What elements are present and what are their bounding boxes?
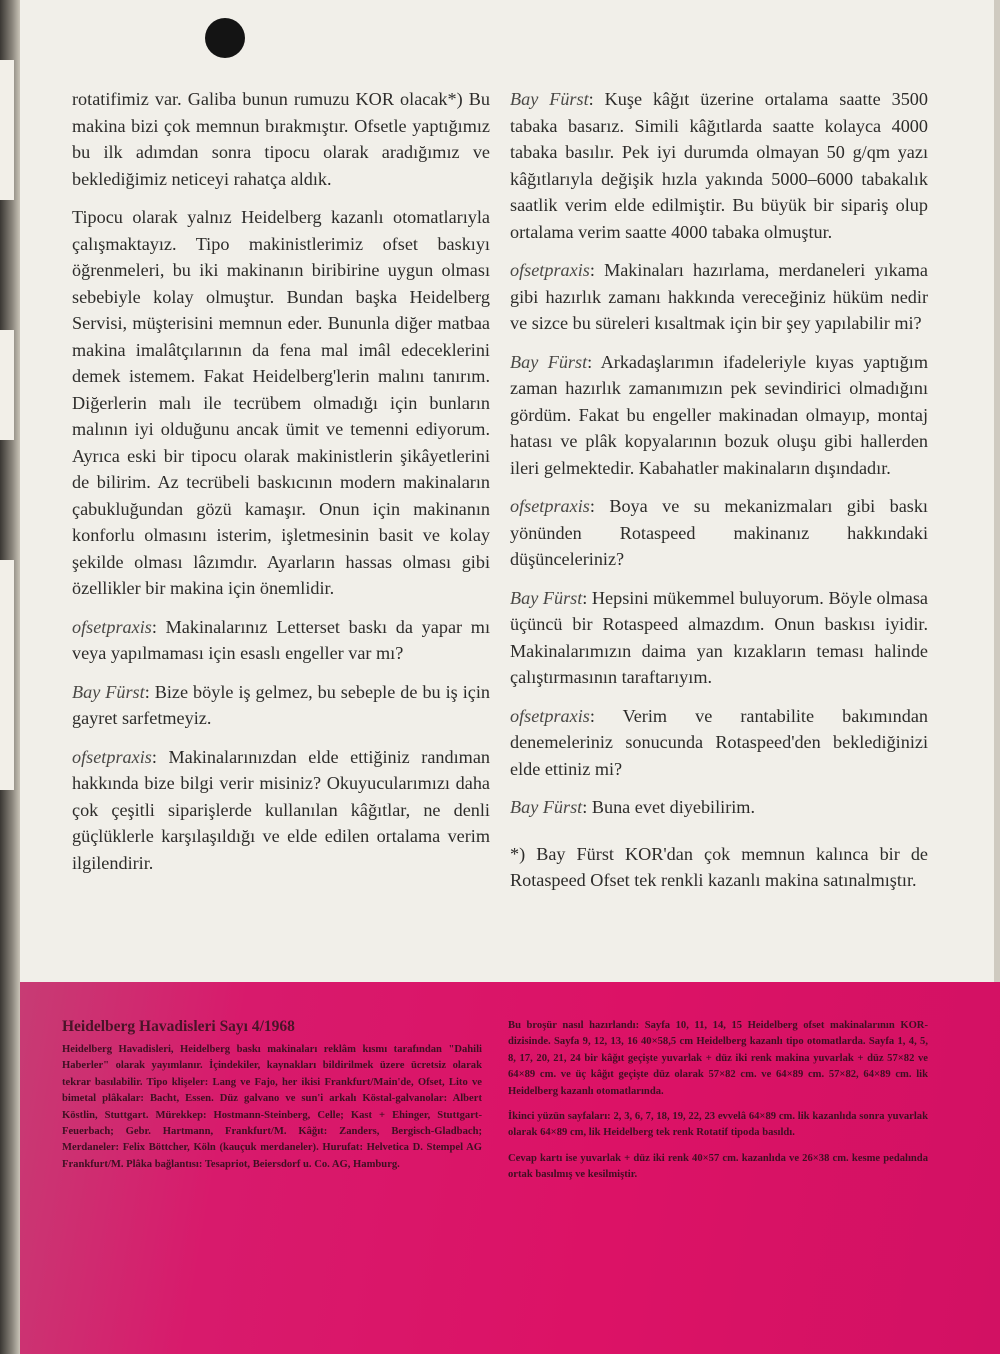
paragraph: ofsetpraxis: Makinalarınızdan elde ettiğiniz randıman hakkında bize bilgi verir misiniz? Okuyucularımızı daha çok çeşitli siparişlerde kullanılan kâğıtlar, ne denli güçlüklerle karşılaşıldığı ve elde edilen ortalama verim ilgilendirir. — [72, 746, 490, 873]
colophon-title: Heidelberg Havadisleri Sayı 4/1968 — [62, 1018, 295, 1035]
punch-hole — [205, 18, 245, 58]
speaker-label: Bay Fürst — [510, 587, 583, 608]
paragraph-text: Buna evet diyebilirim. — [591, 797, 756, 817]
speaker-label: Bay Fürst — [72, 681, 145, 702]
speaker-label: ofsetpraxis — [72, 746, 152, 767]
page-edge-strip — [0, 330, 14, 440]
paragraph: Bay Fürst: Buna evet diyebilirim. — [510, 797, 756, 817]
speaker-label: Bay Fürst — [510, 797, 583, 817]
printing-note: Bu broşür nasıl hazırlandı: Sayfa 10, 11, 14, 15 Heidelberg ofset makinalarının KOR-dizisinde. Sayfa 9, 12, 13, 16 40×58,5 cm Heidelberg kazanlı tipo otomatlarda. Sayfa 1, 4, 5, 8, 17, 20, 21, 24 bir kâğıt geçişte yuvarlak + düz iki renk makina yuvarlak + düz 57×82 ve 64×89 cm. ve üç kâğıt geçişte düz olarak 57×82 cm. ve 64×89 cm. 57×82, 64×89 cm. lik Heidelberg kazanlı otomatlarında. — [508, 1020, 928, 1097]
paragraph-text: rotatifimiz var. Galiba bunun rumuzu KOR olacak*) Bu makina bizi çok memnun bırakmıştır. Ofsetle yaptığımız bu ilk adımdan sonra tipocu olarak aradığımız ve beklediğimiz neticeyi rahatça aldık. — [72, 89, 490, 189]
paragraph: ofsetpraxis: Verim ve rantabilite bakımından denemeleriniz sonucunda Rotaspeed'den beklediğinizi elde ettiniz mi? — [510, 705, 928, 779]
speaker-label: ofsetpraxis — [72, 616, 152, 637]
paragraph: Bay Fürst: Hepsini mükemmel buluyorum. Böyle olmasa üçüncü bir Rotaspeed almazdım. Onun baskısı iyidir. Makinalarımızın daima yan kızakların teması halinde çalıştırmasının taraftarıyım. — [510, 587, 928, 687]
adjacent-page-edge — [0, 0, 22, 1354]
paragraph: Bay Fürst: Kuşe kâğıt üzerine ortalama saatte 3500 tabaka basarız. Simili kâğıtlarda saatte kolayca 4000 tabaka basılır. Pek iyi durumda olmayan 50 g/qm yazı kâğıtlarıyla değişik hızla yakında 5000–6000 tabakalık saatlik verim elde edilmiştir. Bu büyük bir sipariş olup ortalama verim saatte 4000 tabaka olmuştur. — [510, 89, 928, 242]
article-right-column — [510, 86, 928, 906]
speaker-label: ofsetpraxis — [510, 705, 590, 726]
paragraph: ofsetpraxis: Makinaları hazırlama, merdaneleri yıkama gibi hazırlık zamanı hakkında vereceğiniz hüküm nedir ve sizce bu süreleri kısaltmak için bir şey yapılabilir mi? — [510, 260, 928, 333]
printing-note: İkinci yüzün sayfaları: 2, 3, 6, 7, 18, 19, 22, 23 evvelâ 64×89 cm. lik kazanlıda sonra yuvarlak olarak 64×89 cm, lik Heidelberg tek renk Rotatif tipoda basıldı. — [508, 1111, 928, 1139]
magazine-page — [20, 0, 1000, 1354]
paragraph-text: Kuşe kâğıt üzerine ortalama saatte 3500 tabaka basarız. Simili kâğıtlarda saatte kolayca 4000 tabaka basılır. Pek iyi durumda olmayan 50 g/qm yazı kâğıtlarıyla değişik hızla yakında 5000–6000 tabakalık saatlik verim elde edilmiştir. Bu büyük bir sipariş olup ortalama verim saatte 4000 tabaka olmuştur. — [510, 89, 928, 242]
page-right-edge — [994, 0, 1000, 990]
colophon-right — [508, 1018, 928, 1193]
colophon-left — [62, 1018, 482, 1182]
paragraph — [72, 86, 490, 192]
speaker-label: ofsetpraxis — [510, 260, 590, 280]
page-edge-strip — [0, 60, 14, 200]
paragraph: Bay Fürst: Arkadaşlarımın ifadeleriyle kıyas yaptığım zaman hazırlık zamanımızın pek sevindirici olmadığını gördüm. Fakat bu engeller makinadan olmayıp, montaj hatası ve plâk kopyalarının bozuk oluşu gibi hallerden ileri gelmektedir. Kabahatler makinaların dışındadır. — [510, 351, 928, 478]
paragraph: Bay Fürst: Bize böyle iş gelmez, bu sebeple de bu iş için gayret sarfetmeyiz. — [72, 681, 490, 728]
paragraph-text: Makinalarınızdan elde ettiğiniz randıman hakkında bize bilgi verir misiniz? Okuyucularımızı daha çok çeşitli siparişlerde kullanılan kâğıtlar, ne denli güçlüklerle karşılaşıldığı ve elde edilen ortalama verim ilgilendirir. — [72, 746, 490, 873]
speaker-label: ofsetpraxis — [510, 496, 590, 516]
article-left-column — [72, 86, 490, 888]
paragraph: ofsetpraxis: Boya ve su mekanizmaları gibi baskı yönünden Rotaspeed makinanız hakkındaki düşünceleriniz? — [510, 496, 928, 569]
speaker-label: Bay Fürst — [510, 89, 589, 109]
paragraph — [72, 204, 490, 602]
page-edge-strip — [0, 560, 14, 790]
paragraph-text: Hepsini mükemmel buluyorum. Böyle olmasa üçüncü bir Rotaspeed almazdım. Onun baskısı iyidir. Makinalarımızın daima yan kızakların teması halinde çalıştırmasının taraftarıyım. — [510, 587, 928, 687]
paragraph-text: Boya ve su mekanizmaları gibi baskı yönünden Rotaspeed makinanız hakkındaki düşünceleriniz? — [510, 496, 928, 569]
paragraph-text: Makinalarınız Letterset baskı da yapar mı veya yapılmaması için esaslı engeller var mı? — [72, 616, 490, 663]
colophon-credits: Heidelberg Havadisleri, Heidelberg baskı makinaları reklâm kısmı tarafından "Dahili Haberler" olarak yayımlanır. İçindekiler, kaynakları bildirilmek üzere ücretsiz olarak tekrar basılabilir. Tipo klişeler: Lang ve Fajo, her ikisi Frankfurt/Main'de, Ofset, Lito ve bimetal plâkalar: Bacht, Essen. Düz galvano ve sun'i arkalı Köstal-galvanolar: Albert Köstlin, Stuttgart. Mürekkep: Hostmann-Steinberg, Celle; Kast + Ehinger, Stuttgart-Feuerbach; Gebr. Hartmann, Frankfurt/M. Kâğıt: Zanders, Bergisch-Gladbach; Merdaneler: Felix Böttcher, Köln (kauçuk merdaneler). Hurufat: Helvetica D. Stempel AG Frankfurt/M. Plâka bağlantısı: Tesapriot, Beiersdorf u. Co. AG, Hamburg. — [62, 1044, 482, 1170]
paragraph: ofsetpraxis: Makinalarınız Letterset baskı da yapar mı veya yapılmaması için esaslı engeller var mı? — [72, 616, 490, 663]
paragraph-text: Tipocu olarak yalnız Heidelberg kazanlı otomatlarıyla çalışmaktayız. Tipo makinistlerimiz ofset baskıyı öğrenmeleri, bu iki makinanın biribirine uygun olması sebebiyle kolay olmuştur. Bundan başka Heidelberg Servisi, müşterisini memnun eder. Bununla diğer matbaa makina imalâtçılarının da fena mal imâl edeceklerini demek istemem. Fakat Heidelberg'lerin malını tanırım. Diğerlerin malı ile tecrübem olmadığı için bunların malının iyi olduğunu ancak ümit ve temenni ediyorum. Ayrıca eski bir tipocu olarak makinistlerin şikâyetlerini de bilirim. Az tecrübeli baskıcının modern makinaların çabukluğundan gözü kamaşır. Onun için makinanın konforlu olmasını isterim, işletmesinin basit ve kolay şekilde olması lâzımdır. Ayarların hassas olması gibi özellikler bir makina için önemlidir. — [72, 207, 490, 598]
paragraph-text: Bize böyle iş gelmez, bu sebeple de bu iş için gayret sarfetmeyiz. — [72, 681, 490, 728]
printing-note: Cevap kartı ise yuvarlak + düz iki renk 40×57 cm. kazanlıda ve 26×38 cm. kesme pedalında ortak basılmış ve kesilmiştir. — [508, 1152, 928, 1181]
speaker-label: Bay Fürst — [510, 351, 588, 372]
footnote: *) Bay Fürst KOR'dan çok memnun kalınca bir de Rotaspeed Ofset tek renkli kazanlı makina satınalmıştır. — [510, 843, 928, 890]
paragraph-text: Arkadaşlarımın ifadeleriyle kıyas yaptığım zaman hazırlık zamanımızın pek sevindirici olmadığını gördüm. Fakat bu engeller makinadan olmayıp, montaj hatası ve plâk kopyalarının bozuk oluşu gibi hallerden ileri gelmektedir. Kabahatler makinaların dışındadır. — [510, 351, 928, 478]
paragraph-text: Makinaları hazırlama, merdaneleri yıkama gibi hazırlık zamanı hakkında vereceğiniz hüküm nedir ve sizce bu süreleri kısaltmak için bir şey yapılabilir mi? — [510, 260, 928, 333]
paragraph-text: Verim ve rantabilite bakımından denemeleriniz sonucunda Rotaspeed'den beklediğinizi elde ettiniz mi? — [510, 705, 928, 779]
